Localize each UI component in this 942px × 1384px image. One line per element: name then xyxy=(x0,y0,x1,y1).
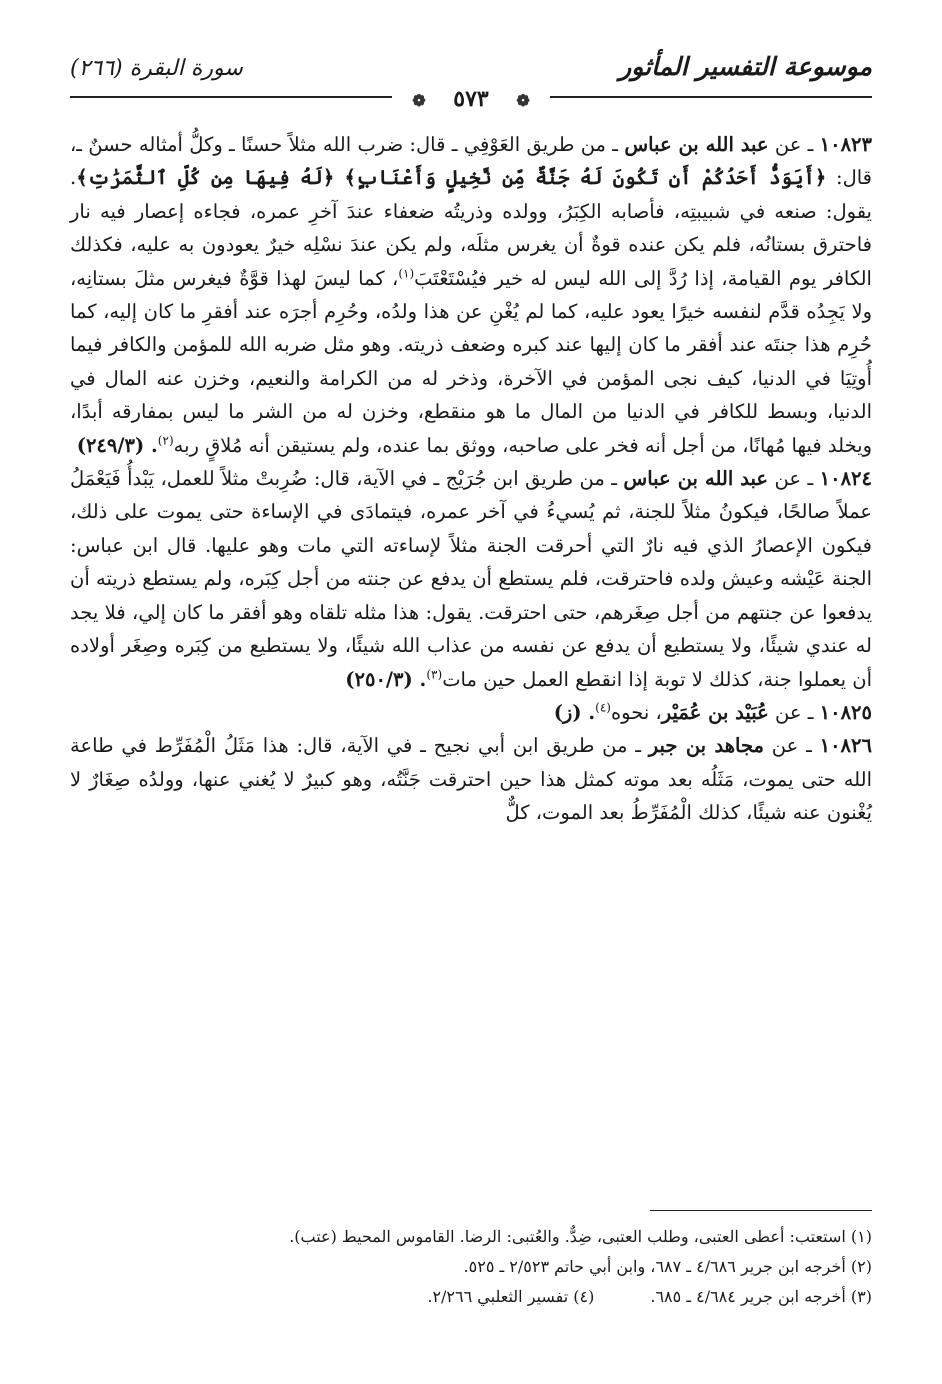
entry-text: . يقول: صنعه في شبيبتِه، فأصابه الكِبَرُ، وولده وذريتُه ضعفاء عندَ آخرِ عمره، فجاءه إعصار فيه نار فاحترق بستانُه، فلم يكن عنده قوةٌ أن يغرس مثلَه، ولم يكن عندَ نسْلِه خيرٌ يعودون به عليه، فكذلك الكافر يوم القيامة، إذا رُدَّ إلى الله ليس له خير فيُسْتَعْتَبَ xyxy=(70,166,872,290)
footnote-marker: (٤) xyxy=(595,700,611,715)
narrator-name: مجاهد بن جبر xyxy=(648,734,764,758)
narrator-name: عبد الله بن عباس xyxy=(624,133,769,156)
entry-10826 xyxy=(70,729,872,829)
entry-text: ـ من طريق ابن أبي نجيح ـ في الآية، قال: هذا مَثَلُ الْمُفَرِّط في طاعة الله حتى يموت، مَثَلُه بعد موته كمثل هذا حين احترقت جَنَّتُه، وهو كبيرٌ لا يُغني عنها، وولدُه صِغَارٌ لا يُغْنون عنه شيئًا، كذلك الْمُفَرِّطُ بعد الموت، كلٌّ xyxy=(70,734,872,825)
footnote-2: (٢) أخرجه ابن جرير ٤/٦٨٦ ـ ٦٨٧، وابن أبي حاتم ٢/٥٢٣ ـ ٥٢٥. xyxy=(463,1257,872,1276)
narrator-name: عُبَيْد بن عُمَيْر xyxy=(661,700,769,724)
quran-verse: ﴿أَيَوَدُّ أَحَدُكُمْ أَن تَكُونَ لَهُ جَنَّةٌ مِّن نَّخِيلٍ وَأَعْنَابٍ﴾ ﴿لَهُ فِيهَا مِن كُلِّ ٱلثَّمَرَٰتِ﴾ xyxy=(76,166,827,190)
page-number-frame xyxy=(392,86,550,112)
entry-10825 xyxy=(70,696,872,729)
footnote-3: (٣) أخرجه ابن جرير ٤/٦٨٤ ـ ٦٨٥. xyxy=(650,1287,872,1306)
entry-text: ـ من طريق العَوْفِي ـ قال: ضرب الله مثلاً حسنًا ـ وكلُّ أمثاله حسنٌ ـ، قال: xyxy=(70,133,872,190)
page-number-line xyxy=(0,86,942,112)
entry-10823 xyxy=(70,128,872,462)
footnote-1: (١) استعتب: أعطى العتبى، وطلب العتبى، ضِدٌّ. والعُتبى: الرضا. القاموس المحيط (عتب). xyxy=(289,1227,872,1246)
narrator-name: عبد الله بن عباس xyxy=(623,467,769,491)
entry-number: ١٠٨٢٣ xyxy=(819,133,873,156)
entry-text: ، نحوه xyxy=(610,700,662,724)
source-reference: . (٢٥٠/٣) xyxy=(345,667,427,691)
entry-text: ، كما ليسَ لهذا قوَّةٌ فيغرس مثلَ بستانِه، ولا يَجِدُه قدَّم لنفسه خيرًا يعود عليه، كما لم يُغْنِ عن هذا ولدُه، وحُرِم أجرَه عند أفقرِ ما كان إليه، كما حُرِم هذا جنتَه عند أفقر ما كان إليها عند كبره وضعف ذريته. وهو مثل ضربه الله للمؤمن والكافر فيما أُوتِيَا في الدنيا، كيف نجى المؤمن في الآخرة، وذخر له من الكرامة والنعيم، وخزن عنه المال في الدنيا، وبسط للكافر في الدنيا من المال ما هو منقطع، وخزن له من الشر ما ليس بمفارقه أبدًا، ويخلد فيها مُهانًا، من أجل أنه فخر على صاحبه، ووثق بما عنده، ولم يستيقن أنه مُلاقٍ ربه xyxy=(70,266,872,457)
entry-number: ١٠٨٢٥ xyxy=(819,700,872,724)
footnote-4: (٤) تفسير الثعلبي ٢/٢٦٦. xyxy=(427,1287,595,1306)
footnote-row xyxy=(70,1282,872,1312)
entry-10824 xyxy=(70,462,872,696)
entry-number: ١٠٨٢٦ xyxy=(819,734,872,758)
ornament-left-icon: ❁ xyxy=(402,91,435,110)
entry-separator: ـ عن xyxy=(768,700,820,724)
footnote-marker: (١) xyxy=(398,266,415,281)
main-text xyxy=(70,128,872,830)
entry-text: ـ من طريق ابن جُرَيْج ـ في الآية، قال: ضُرِبتْ مثلاً للعمل، يَبْدأُ فَيَعْمَلُ عملاً صالحًا، فيكونُ مثلاً للجنة، ثم يُسيءُ في آخر عمره، فيتمادَى في الإساءة حتى يموت على ذلك، فيكون الإعصارُ الذي فيه نارٌ التي أحرقت الجنة مثلاً لإساءته التي مات وهو عليها. قال ابن عباس: الجنة عَيْشه وعيش ولده فاحترقت، فلم يستطع أن يدفع عن جنته من أجل كِبَره، ولم يستطع ذريته أن يدفعوا عن جنتهم من أجل صِغَرهم، حتى احترقت. يقول: هذا مثله تلقاه وهو أفقر ما كان إلي، فلا يجد له عندي شيئًا، ولا يستطيع أن يدفع عن نفسه من عذاب الله شيئًا، ولا يستطيع من كِبَره وصِغَر أولاده أن يعملوا جنة، كذلك لا توبة إذا انقطع العمل حين مات xyxy=(70,467,872,691)
source-reference: . (ز) xyxy=(553,700,596,724)
entry-separator: ـ عن xyxy=(768,467,820,491)
footnote-marker: (٣) xyxy=(426,667,443,681)
footnote-rule xyxy=(650,1210,872,1211)
book-title: موسوعة التفسير المأثور xyxy=(619,52,872,81)
footnotes xyxy=(70,1222,872,1312)
page-number: ٥٧٣ xyxy=(443,86,498,112)
surah-label: سورة البقرة (٢٦٦) xyxy=(70,56,243,81)
ornament-right-icon: ❁ xyxy=(506,91,539,110)
entry-number: ١٠٨٢٤ xyxy=(819,467,872,491)
source-reference: . (٢٤٩/٣) xyxy=(76,433,158,457)
footnote-marker: (٢) xyxy=(157,433,174,448)
entry-separator: ـ عن xyxy=(768,133,820,156)
entry-separator: ـ عن xyxy=(764,734,820,758)
